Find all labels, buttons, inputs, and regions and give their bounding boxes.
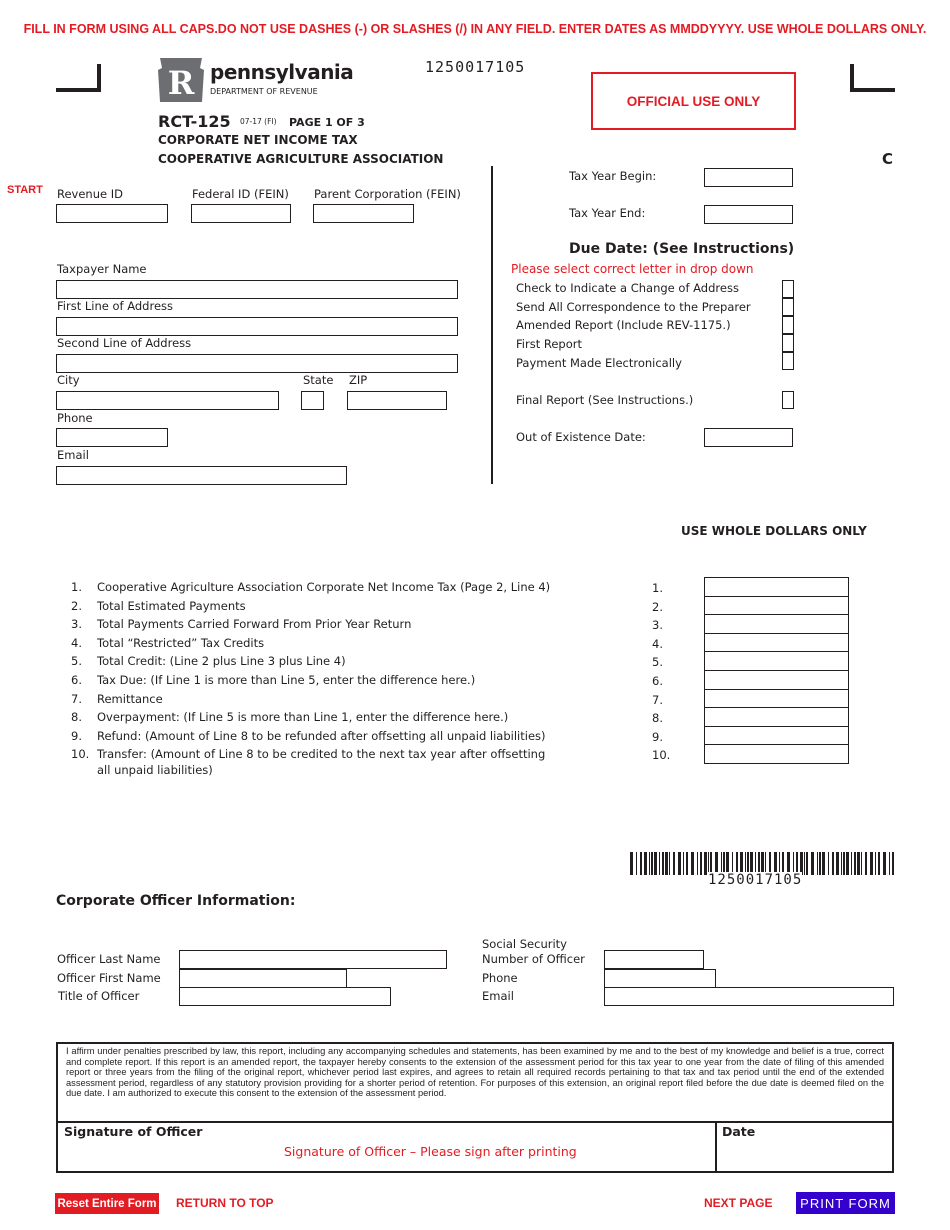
out-of-existence-input[interactable] (704, 428, 793, 447)
officer-phone-input[interactable] (604, 969, 716, 988)
barcode-bar (649, 852, 650, 875)
tax-year-begin-input[interactable] (704, 168, 793, 187)
registration-mark-left (56, 64, 101, 92)
keystone-logo-icon (156, 56, 206, 104)
zip-label: ZIP (349, 373, 368, 387)
line-reference: 4. (652, 637, 663, 651)
line-number: 5. (71, 654, 82, 668)
line-reference: 3. (652, 618, 663, 632)
check-change-address-label: Check to Indicate a Change of Address (516, 281, 739, 295)
barcode-bar (843, 852, 845, 875)
revenue-id-label: Revenue ID (57, 187, 123, 201)
line-reference: 9. (652, 730, 663, 744)
barcode-bar (857, 852, 860, 875)
line-number: 7. (71, 692, 82, 706)
line-amount-input[interactable] (704, 651, 849, 671)
correspondence-checkbox[interactable] (782, 298, 794, 316)
barcode-bar (636, 852, 637, 875)
barcode-bar (817, 852, 818, 875)
tax-year-end-input[interactable] (704, 205, 793, 224)
address2-label: Second Line of Address (57, 336, 192, 350)
return-to-top-link[interactable]: RETURN TO TOP (176, 1196, 274, 1210)
email-label: Email (57, 448, 89, 462)
revenue-id-input[interactable] (56, 204, 168, 223)
barcode-bar (665, 852, 668, 875)
line-reference: 1. (652, 581, 663, 595)
federal-id-label: Federal ID (FEIN) (192, 187, 289, 201)
amended-report-checkbox[interactable] (782, 316, 794, 334)
barcode-bar (673, 852, 675, 875)
first-report-checkbox[interactable] (782, 334, 794, 352)
logo-department: DEPARTMENT OF REVENUE (210, 87, 318, 96)
barcode-bar (828, 852, 829, 875)
final-report-checkbox[interactable] (782, 391, 794, 409)
barcode-bar (651, 852, 653, 875)
zip-input[interactable] (347, 391, 447, 410)
barcode-bar (836, 852, 839, 875)
taxpayer-name-input[interactable] (56, 280, 458, 299)
city-input[interactable] (56, 391, 279, 410)
check-first-report-label: First Report (516, 337, 582, 351)
page-indicator: PAGE 1 OF 3 (289, 116, 365, 129)
line-reference: 5. (652, 655, 663, 669)
check-electronic-payment-label: Payment Made Electronically (516, 356, 682, 370)
barcode-bar (691, 852, 694, 875)
barcode-bar (870, 852, 873, 875)
officer-email-label: Email (482, 989, 514, 1003)
change-address-checkbox[interactable] (782, 280, 794, 298)
electronic-payment-checkbox[interactable] (782, 352, 794, 370)
officer-last-name-label: Officer Last Name (57, 952, 161, 966)
barcode-bar (640, 852, 642, 875)
final-report-label: Final Report (See Instructions.) (516, 393, 694, 407)
barcode-bar (832, 852, 834, 875)
barcode-bar (841, 852, 842, 875)
barcode-bar (804, 852, 805, 875)
line-description: Tax Due: (If Line 1 is more than Line 5, enter the difference here.) (97, 673, 476, 687)
barcode-bar (811, 852, 814, 875)
form-id: RCT-125 (158, 112, 231, 131)
barcode-bar (878, 852, 880, 875)
email-input[interactable] (56, 466, 347, 485)
whole-dollars-note: USE WHOLE DOLLARS ONLY (681, 524, 867, 538)
tax-year-begin-label: Tax Year Begin: (569, 169, 657, 183)
line-10-continuation: all unpaid liabilities) (97, 763, 213, 777)
line-number: 6. (71, 673, 82, 687)
form-revision: 07-17 (FI) (240, 117, 277, 126)
barcode-bar (654, 852, 657, 875)
barcode-bar (875, 852, 876, 875)
line-amount-input[interactable] (704, 633, 849, 653)
line-description: Total Credit: (Line 2 plus Line 3 plus Line 4) (97, 654, 346, 668)
city-label: City (57, 373, 80, 387)
tax-year-end-label: Tax Year End: (569, 206, 646, 220)
due-date-heading: Due Date: (See Instructions) (569, 241, 795, 257)
state-input[interactable] (301, 391, 324, 410)
letter-code: C (882, 150, 894, 168)
signature-label: Signature of Officer (64, 1124, 203, 1139)
barcode-bar (683, 852, 684, 875)
date-label: Date (722, 1124, 756, 1139)
barcode-bar (889, 852, 890, 875)
parent-corp-label: Parent Corporation (FEIN) (314, 187, 461, 201)
line-reference: 10. (652, 748, 671, 762)
official-use-box (591, 72, 796, 130)
officer-email-input[interactable] (604, 987, 894, 1006)
logo-letter: R (167, 64, 195, 102)
reset-form-button[interactable]: Reset Entire Form (55, 1193, 159, 1214)
line-amount-input[interactable] (704, 689, 849, 709)
line-description: Total Estimated Payments (97, 599, 246, 613)
address2-input[interactable] (56, 354, 458, 373)
taxpayer-name-label: Taxpayer Name (57, 262, 147, 276)
federal-id-input[interactable] (191, 204, 291, 223)
barcode-bar (806, 852, 808, 875)
officer-title-label: Title of Officer (58, 989, 140, 1003)
line-number: 8. (71, 710, 82, 724)
barcode-bar (704, 852, 707, 875)
ssn-label-2: Number of Officer (482, 952, 585, 966)
start-marker: START (7, 184, 43, 196)
barcode-bar (865, 852, 867, 875)
officer-last-name-input[interactable] (179, 950, 447, 969)
column-divider (491, 166, 493, 484)
official-use-label: OFFICIAL USE ONLY (626, 93, 761, 109)
state-label: State (303, 373, 334, 387)
line-reference: 2. (652, 600, 663, 614)
next-page-link[interactable]: NEXT PAGE (704, 1196, 773, 1210)
address1-input[interactable] (56, 317, 458, 336)
select-letter-note: Please select correct letter in drop down (511, 262, 754, 276)
line-reference: 7. (652, 693, 663, 707)
officer-phone-label: Phone (482, 971, 518, 985)
phone-label: Phone (57, 411, 93, 425)
barcode-bar (630, 852, 633, 875)
registration-mark-right (850, 64, 895, 92)
line-amount-input[interactable] (704, 726, 849, 746)
barcode-bar (851, 852, 852, 875)
barcode-bar (819, 852, 821, 875)
line-description: Remittance (97, 692, 163, 706)
barcode-bar (892, 852, 894, 875)
declaration-box (56, 1042, 894, 1173)
officer-title-input[interactable] (179, 987, 391, 1006)
form-number: 1250017105 (425, 58, 526, 76)
check-correspondence-label: Send All Correspondence to the Preparer (516, 300, 751, 314)
line-amount-input[interactable] (704, 614, 849, 634)
parent-corp-input[interactable] (313, 204, 414, 223)
barcode-bar (861, 852, 862, 875)
line-description: Total “Restricted” Tax Credits (97, 636, 265, 650)
barcode-bar (697, 852, 698, 875)
barcode-number: 1250017105 (708, 872, 803, 888)
line-number: 4. (71, 636, 82, 650)
barcode-bar (700, 852, 702, 875)
line-description: Overpayment: (If Line 5 is more than Line 1, enter the difference here.) (97, 710, 509, 724)
officer-ssn-input[interactable] (604, 950, 704, 969)
officer-first-name-label: Officer First Name (57, 971, 161, 985)
barcode-bar (678, 852, 681, 875)
address1-label: First Line of Address (57, 299, 174, 313)
officer-heading: Corporate Officer Information: (56, 893, 296, 909)
line-reference: 8. (652, 711, 663, 725)
line-amount-input[interactable] (704, 577, 849, 597)
line-number: 2. (71, 599, 82, 613)
line-number: 9. (71, 729, 82, 743)
barcode-bar (846, 852, 849, 875)
line-number: 10. (71, 747, 90, 761)
line-amount-input[interactable] (704, 596, 849, 616)
print-form-button[interactable]: PRINT FORM (796, 1192, 895, 1214)
line-description: Transfer: (Amount of Line 8 to be credited to the next tax year after offsetting (97, 747, 546, 761)
signature-field[interactable]: Signature of Officer – Please sign after printing (284, 1144, 577, 1159)
form-instructions: FILL IN FORM USING ALL CAPS.DO NOT USE DASHES (-) OR SLASHES (/) IN ANY FIELD. ENTER DATES AS MMDDYYYY. USE WHOLE DOLLARS ONLY. (23, 22, 927, 36)
line-description: Cooperative Agriculture Association Corporate Net Income Tax (Page 2, Line 4) (97, 580, 551, 594)
barcode-bar (686, 852, 688, 875)
ssn-label-1: Social Security (482, 937, 567, 951)
line-amount-input[interactable] (704, 707, 849, 727)
check-amended-label: Amended Report (Include REV-1175.) (516, 318, 731, 332)
barcode-bar (854, 852, 856, 875)
line-description: Refund: (Amount of Line 8 to be refunded after offsetting all unpaid liabilities) (97, 729, 546, 743)
barcode-bar (662, 852, 664, 875)
line-amount-input[interactable] (704, 670, 849, 690)
line-number: 3. (71, 617, 82, 631)
phone-input[interactable] (56, 428, 168, 447)
line-amount-input[interactable] (704, 744, 849, 764)
form-title-2: COOPERATIVE AGRICULTURE ASSOCIATION (158, 152, 444, 166)
barcode-bar (883, 852, 886, 875)
declaration-text: I affirm under penalties prescribed by law, this report, including any accompanying schedules and statements, has been examined by me and to the best of my knowledge and belief is a true, correct and complete report. If this report is an amended report, the taxpayer hereby consents to the extension of the assessment period for this tax year to one year from the date of filing of this amended report or three years from the filing of the original report, whichever period last expires, and agrees to retain all required records pertaining to that tax and tax period until the end of the extended assessment period, regardless of any statutory provision providing for a shorter period of retention. For purposes of this extension, an original report filed before the due date is deemed filed on the due date. I am authorized to execute this consent to the extension of the assessment period. (66, 1046, 884, 1099)
barcode-bar (669, 852, 670, 875)
officer-first-name-input[interactable] (179, 969, 347, 988)
barcode-bar (659, 852, 660, 875)
barcode-bar (822, 852, 825, 875)
out-of-existence-label: Out of Existence Date: (516, 430, 646, 444)
line-reference: 6. (652, 674, 663, 688)
logo-state-name: pennsylvania (210, 60, 354, 84)
line-number: 1. (71, 580, 82, 594)
line-description: Total Payments Carried Forward From Prior Year Return (97, 617, 412, 631)
barcode-bar (644, 852, 647, 875)
form-title-1: CORPORATE NET INCOME TAX (158, 133, 358, 147)
date-input[interactable] (719, 1142, 890, 1170)
